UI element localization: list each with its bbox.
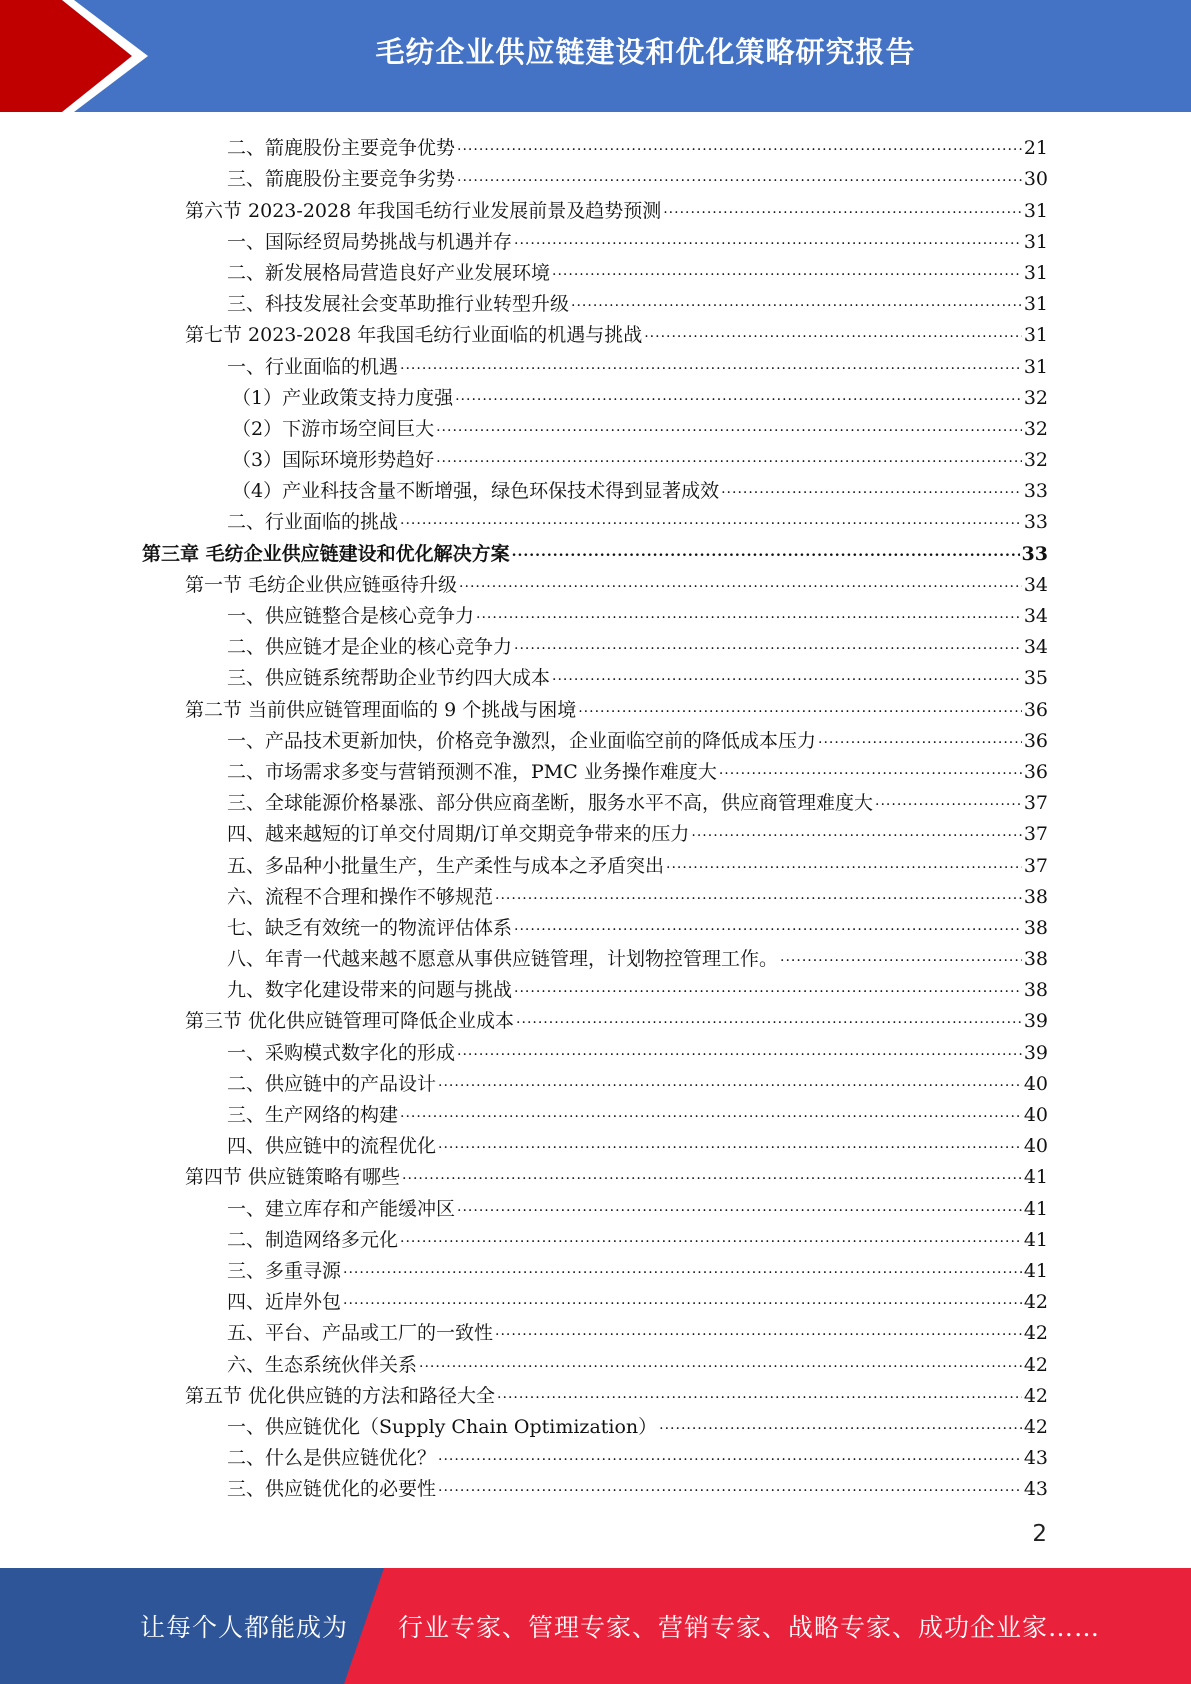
toc-leader-dots (476, 604, 1022, 628)
toc-entry-page: 31 (1023, 324, 1048, 347)
toc-entry-page: 40 (1023, 1104, 1048, 1126)
toc-leader-dots (780, 947, 1022, 971)
toc-entry-title: 一、国际经贸局势挑战与机遇并存 (227, 230, 513, 253)
toc-entry[interactable] (142, 379, 1048, 410)
toc-entry[interactable] (142, 690, 1048, 721)
toc-entry[interactable] (142, 347, 1048, 378)
toc-entry-page: 42 (1023, 1415, 1048, 1438)
toc-entry-title: 三、箭鹿股份主要竞争劣势 (227, 168, 456, 191)
toc-entry-page: 38 (1023, 979, 1048, 1002)
toc-entry-title: 三、供应链系统帮助企业节约四大成本 (227, 667, 551, 690)
toc-entry-page: 43 (1023, 1478, 1048, 1501)
toc-entry-title: 第三章 毛纺企业供应链建设和优化解决方案 (142, 542, 510, 565)
toc-leader-dots (495, 885, 1022, 909)
header-title: 毛纺企业供应链建设和优化策略研究报告 (375, 34, 916, 69)
toc-entry-title: 一、行业面临的机遇 (227, 355, 399, 378)
toc-entry[interactable] (142, 784, 1048, 815)
toc-entry-title: （3）国际环境形势趋好 (232, 449, 435, 472)
toc-entry[interactable] (142, 846, 1048, 877)
toc-leader-dots (659, 1415, 1022, 1439)
toc-leader-dots (514, 916, 1022, 940)
toc-entry[interactable] (142, 971, 1048, 1002)
toc-entry-title: 三、生产网络的构建 (227, 1104, 399, 1126)
toc-leader-dots (459, 573, 1022, 597)
toc-entry[interactable] (142, 160, 1048, 191)
toc-entry[interactable] (142, 659, 1048, 690)
toc-entry-page: 42 (1023, 1322, 1048, 1345)
toc-leader-dots (419, 1353, 1022, 1377)
toc-entry[interactable] (142, 1002, 1048, 1033)
page-number: 2 (1032, 1521, 1047, 1547)
toc-entry-title: 第一节 毛纺企业供应链亟待升级 (185, 573, 458, 596)
toc-leader-dots (457, 1041, 1022, 1065)
toc-entry-page: 41 (1023, 1259, 1048, 1282)
toc-entry[interactable] (142, 410, 1048, 441)
toc-entry-title: 三、全球能源价格暴涨、部分供应商垄断，服务水平不高，供应商管理难度大 (227, 792, 874, 815)
toc-entry[interactable] (142, 191, 1048, 222)
toc-entry-title: （4）产业科技含量不断增强，绿色环保技术得到显著成效 (232, 480, 720, 503)
toc-entry-page: 32 (1023, 417, 1048, 440)
toc-entry-page: 42 (1023, 1384, 1048, 1407)
toc-leader-dots (438, 1446, 1022, 1470)
toc-entry-page: 40 (1023, 1135, 1048, 1158)
footer-slogan-left: 让每个人都能成为 (140, 1613, 349, 1642)
toc-entry-title: 九、数字化建设带来的问题与挑战 (227, 979, 513, 1002)
toc-entry-title: （1）产业政策支持力度强 (232, 386, 454, 409)
toc-entry[interactable] (142, 1408, 1048, 1439)
toc-leader-dots (400, 1228, 1022, 1252)
toc-leader-dots (457, 1197, 1022, 1221)
toc-entry[interactable] (142, 1377, 1048, 1408)
toc-leader-dots (402, 1165, 1022, 1189)
toc-entry-title: 四、近岸外包 (227, 1291, 342, 1314)
toc-entry-page: 21 (1023, 137, 1048, 160)
toc-leader-dots (495, 1321, 1022, 1345)
toc-entry-page: 36 (1023, 698, 1048, 721)
toc-entry[interactable] (142, 1065, 1048, 1096)
toc-leader-dots (552, 261, 1022, 285)
toc-entry[interactable] (142, 566, 1048, 597)
toc-entry-page: 31 (1023, 355, 1048, 378)
toc-entry[interactable] (142, 472, 1048, 503)
toc-entry-page: 31 (1023, 199, 1048, 222)
toc-entry-title: 四、供应链中的流程优化 (227, 1135, 437, 1158)
toc-entry-title: 五、平台、产品或工厂的一致性 (227, 1322, 494, 1345)
toc-leader-dots (455, 386, 1022, 410)
toc-leader-dots (497, 1384, 1022, 1408)
toc-entry-title: 一、采购模式数字化的形成 (227, 1041, 456, 1064)
toc-entry-page: 42 (1023, 1353, 1048, 1376)
toc-entry-page: 31 (1023, 261, 1048, 284)
toc-entry-title: 二、供应链中的产品设计 (227, 1072, 437, 1095)
toc-leader-dots (663, 199, 1022, 223)
toc-entry-title: 第七节 2023-2028 年我国毛纺行业面临的机遇与挑战 (185, 324, 643, 347)
toc-entry-page: 37 (1023, 854, 1048, 877)
toc-entry-page: 41 (1023, 1228, 1048, 1251)
toc-entry-title: 三、多重寻源 (227, 1259, 342, 1282)
toc-entry-title: 六、流程不合理和操作不够规范 (227, 885, 494, 908)
toc-entry-page: 34 (1023, 573, 1048, 596)
toc-entry-page: 39 (1023, 1041, 1048, 1064)
toc-entry-page: 34 (1023, 636, 1048, 659)
toc-leader-dots (516, 1009, 1022, 1033)
toc-entry-page: 32 (1023, 449, 1048, 472)
toc-entry-page: 38 (1023, 916, 1048, 939)
toc-leader-dots (438, 1477, 1022, 1501)
toc-entry-title: 第五节 优化供应链的方法和路径大全 (185, 1384, 496, 1407)
toc-entry-page: 43 (1023, 1447, 1048, 1470)
footer-slogan-right: 行业专家、管理专家、营销专家、战略专家、成功企业家…… (398, 1613, 1101, 1642)
toc-entry-page: 36 (1023, 729, 1048, 752)
toc-entry[interactable] (142, 223, 1048, 254)
toc-entry-page: 31 (1023, 230, 1048, 253)
toc-leader-dots (691, 822, 1021, 846)
toc-entry[interactable] (142, 1127, 1048, 1158)
toc-entry-page: 32 (1023, 386, 1048, 409)
toc-leader-dots (436, 448, 1022, 472)
toc-entry[interactable] (142, 534, 1048, 565)
toc-leader-dots (552, 666, 1022, 690)
toc-leader-dots (512, 542, 1020, 566)
toc-entry[interactable] (142, 1096, 1048, 1127)
toc-entry-title: 第六节 2023-2028 年我国毛纺行业发展前景及趋势预测 (185, 199, 662, 222)
toc-entry[interactable] (142, 597, 1048, 628)
toc-entry[interactable] (142, 1314, 1048, 1345)
toc-entry[interactable] (142, 1345, 1048, 1376)
toc-entry-title: 二、制造网络多元化 (227, 1228, 399, 1251)
toc-entry[interactable] (142, 129, 1048, 160)
toc-entry[interactable] (142, 815, 1048, 846)
toc-entry-title: 二、供应链才是企业的核心竞争力 (227, 636, 513, 659)
toc-entry-title: 第四节 供应链策略有哪些 (185, 1166, 401, 1189)
toc-entry[interactable] (142, 628, 1048, 659)
toc-entry[interactable] (142, 722, 1048, 753)
toc-leader-dots (400, 510, 1022, 534)
toc-entry[interactable] (142, 909, 1048, 940)
toc-leader-dots (400, 1103, 1022, 1127)
toc-entry-page: 35 (1023, 667, 1048, 690)
toc-entry-title: 一、供应链整合是核心竞争力 (227, 605, 475, 627)
toc-leader-dots (438, 1134, 1022, 1158)
toc-entry-title: 七、缺乏有效统一的物流评估体系 (227, 916, 513, 939)
toc-entry-title: 一、供应链优化（Supply Chain Optimization） (227, 1415, 658, 1438)
toc-entry-page: 33 (1021, 542, 1048, 565)
toc-entry[interactable] (142, 254, 1048, 285)
toc-entry-title: 五、多品种小批量生产，生产柔性与成本之矛盾突出 (227, 854, 665, 877)
page-footer (0, 1568, 1191, 1684)
toc-leader-dots (457, 167, 1022, 191)
toc-entry-title: 二、市场需求多变与营销预测不准，PMC 业务操作难度大 (227, 760, 717, 783)
toc-entry-page: 37 (1023, 823, 1048, 846)
toc-leader-dots (578, 698, 1022, 722)
toc-entry-page: 30 (1023, 168, 1048, 191)
toc-entry[interactable] (142, 1189, 1048, 1220)
toc-entry-page: 41 (1023, 1166, 1048, 1189)
toc-entry[interactable] (142, 1221, 1048, 1252)
toc-entry-page: 39 (1023, 1010, 1048, 1033)
toc-entry-title: （2）下游市场空间巨大 (232, 417, 435, 440)
toc-leader-dots (514, 635, 1022, 659)
toc-leader-dots (719, 760, 1022, 784)
toc-entry[interactable] (142, 1252, 1048, 1283)
toc-leader-dots (514, 230, 1022, 254)
toc-entry-title: 一、建立库存和产能缓冲区 (227, 1197, 456, 1220)
toc-entry-page: 38 (1023, 885, 1048, 908)
table-of-contents (142, 129, 1048, 1501)
toc-leader-dots (875, 791, 1022, 815)
toc-entry[interactable] (142, 503, 1048, 534)
toc-entry[interactable] (142, 1033, 1048, 1064)
toc-entry[interactable] (142, 1470, 1048, 1501)
toc-entry[interactable] (142, 1439, 1048, 1470)
toc-entry-title: 二、行业面临的挑战 (227, 511, 399, 534)
toc-entry-title: 四、越来越短的订单交付周期/订单交期竞争带来的压力 (227, 823, 690, 846)
toc-entry[interactable] (142, 940, 1048, 971)
toc-entry-page: 38 (1023, 948, 1048, 971)
toc-leader-dots (400, 355, 1022, 379)
toc-leader-dots (514, 978, 1022, 1002)
toc-entry[interactable] (142, 878, 1048, 909)
toc-entry-title: 第三节 优化供应链管理可降低企业成本 (185, 1010, 515, 1033)
toc-leader-dots (571, 292, 1022, 316)
toc-entry-title: 一、产品技术更新加快，价格竞争激烈，企业面临空前的降低成本压力 (227, 729, 817, 752)
toc-leader-dots (721, 479, 1022, 503)
toc-entry[interactable] (142, 285, 1048, 316)
toc-entry[interactable] (142, 1283, 1048, 1314)
toc-leader-dots (666, 854, 1022, 878)
toc-entry-title: 二、新发展格局营造良好产业发展环境 (227, 261, 551, 284)
toc-entry-page: 31 (1023, 293, 1048, 316)
page-header (0, 0, 1191, 112)
toc-entry-title: 三、科技发展社会变革助推行业转型升级 (227, 293, 570, 316)
toc-entry-title: 二、箭鹿股份主要竞争优势 (227, 137, 456, 160)
toc-entry-title: 八、年青一代越来越不愿意从事供应链管理，计划物控管理工作。 (227, 948, 779, 971)
toc-entry-page: 42 (1023, 1291, 1048, 1314)
toc-entry-page: 41 (1023, 1197, 1048, 1220)
toc-entry-page: 33 (1023, 511, 1048, 534)
toc-entry-page: 40 (1023, 1072, 1048, 1095)
toc-entry-title: 二、什么是供应链优化？ (227, 1447, 437, 1470)
toc-entry-title: 六、生态系统伙伴关系 (227, 1353, 418, 1376)
toc-entry[interactable] (142, 753, 1048, 784)
toc-leader-dots (818, 729, 1022, 753)
toc-entry-page: 37 (1023, 792, 1048, 815)
toc-leader-dots (436, 417, 1022, 441)
toc-leader-dots (343, 1290, 1022, 1314)
toc-entry[interactable] (142, 441, 1048, 472)
toc-leader-dots (644, 323, 1022, 347)
toc-entry-title: 第二节 当前供应链管理面临的 9 个挑战与困境 (185, 698, 577, 721)
toc-leader-dots (438, 1072, 1022, 1096)
toc-entry[interactable] (142, 1158, 1048, 1189)
toc-entry-page: 36 (1023, 760, 1048, 783)
toc-entry-page: 34 (1023, 605, 1048, 627)
toc-entry-page: 33 (1023, 480, 1048, 503)
toc-leader-dots (343, 1259, 1022, 1283)
toc-leader-dots (457, 136, 1022, 160)
toc-entry-title: 三、供应链优化的必要性 (227, 1478, 437, 1501)
toc-entry[interactable] (142, 316, 1048, 347)
